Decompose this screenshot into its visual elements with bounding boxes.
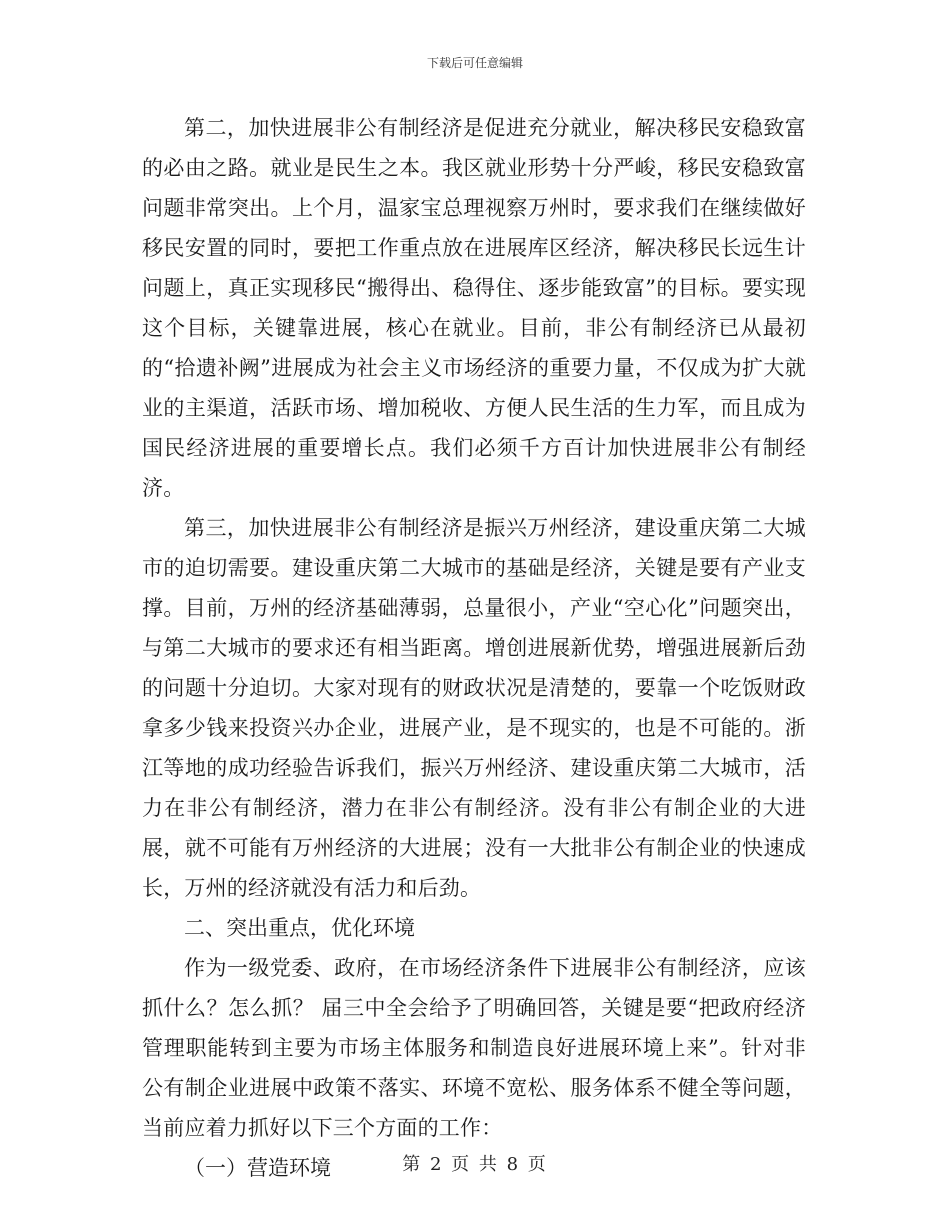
subsection-heading: （一）营造环境 bbox=[184, 1156, 331, 1180]
page-number: 第 2 页 共 8 页 bbox=[402, 1154, 548, 1175]
section-heading: 二、突出重点，优化环境 bbox=[184, 916, 415, 940]
paragraph-economy: 第三，加快进展非公有制经济是振兴万州经济，建设重庆第二大城市的迫切需要。建设重庆第二大城市的基础是经济，关键是要有产业支撑。目前，万州的经济基础薄弱，总量很小，产业“空心化”问题突出，与第二大城市的要求还有相当距离。增创进展新优势，增强进展新后劲的问题十分迫切。大家对现有的财政状况是清楚的，要靠一个吃饭财政拿多少钱来投资兴办企业，进展产业，是不现实的，也是不可能的。浙江等地的成功经验告诉我们，振兴万州经济、建设重庆第二大城市，活力在非公有制经济，潜力在非公有制经济。没有非公有制企业的大进展，就不可能有万州经济的大进展；没有一大批非公有制企业的快速成长，万州的经济就没有活力和后劲。 bbox=[142, 516, 806, 900]
document-body bbox=[142, 108, 806, 1188]
paragraph-government-role: 作为一级党委、政府，在市场经济条件下进展非公有制经济，应该抓什么？怎么抓？ 届三中全会给予了明确回答，关键是要“把政府经济管理职能转到主要为市场主体服务和制造良好进展环境上来”。针对非公有制企业进展中政策不落实、环境不宽松、服务体系不健全等问题，当前应着力抓好以下三个方面的工作： bbox=[142, 956, 806, 1140]
page-header-note: 下载后可任意编辑 bbox=[426, 56, 523, 70]
paragraph-employment: 第二，加快进展非公有制经济是促进充分就业，解决移民安稳致富的必由之路。就业是民生之本。我区就业形势十分严峻，移民安稳致富问题非常突出。上个月，温家宝总理视察万州时，要求我们在继续做好移民安置的同时，要把工作重点放在进展库区经济，解决移民长远生计问题上，真正实现移民“搬得出、稳得住、逐步能致富”的目标。要实现这个目标，关键靠进展，核心在就业。目前，非公有制经济已从最初的“拾遗补阙”进展成为社会主义市场经济的重要力量，不仅成为扩大就业的主渠道，活跃市场、增加税收、方便人民生活的生力军，而且成为国民经济进展的重要增长点。我们必须千方百计加快进展非公有制经济。 bbox=[142, 116, 806, 500]
